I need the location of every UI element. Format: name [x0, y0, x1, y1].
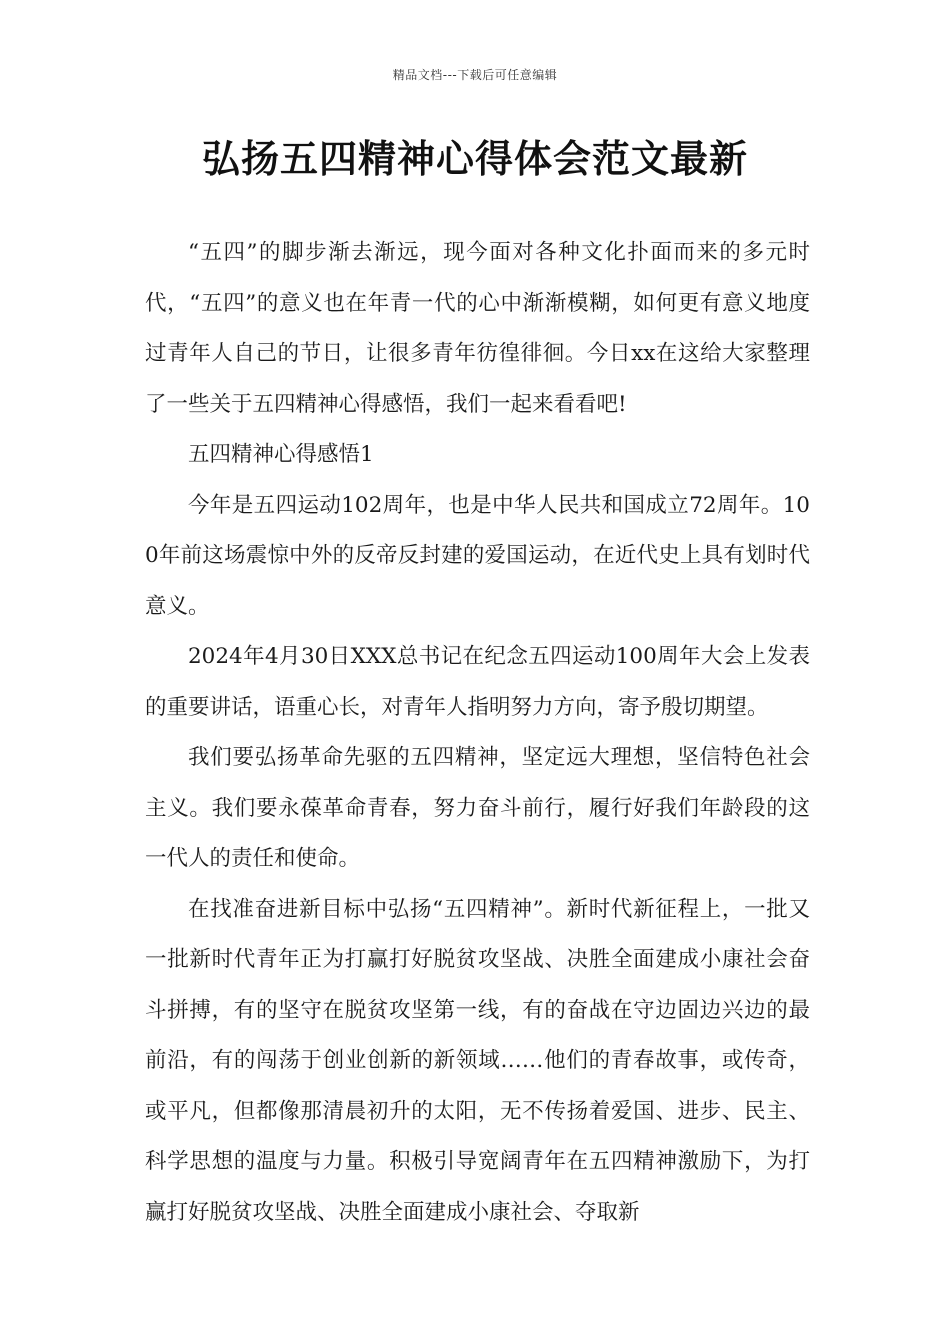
paragraph: 我们要弘扬革命先驱的五四精神，坚定远大理想，坚信特色社会主义。我们要永葆革命青春，努力奋斗前行，履行好我们年龄段的这一代人的责任和使命。	[145, 745, 810, 871]
paragraph-intro: “五四”的脚步渐去渐远，现今面对各种文化扑面而来的多元时代，“五四”的意义也在年青一代的心中渐渐模糊，如何更有意义地度过青年人自己的节日，让很多青年彷徨徘徊。今日xx在这给大家整理了一些关于五四精神心得感悟，我们一起来看看吧!	[145, 240, 810, 417]
paragraph: 今年是五四运动102周年，也是中华人民共和国成立72周年。100年前这场震惊中外的反帝反封建的爱国运动，在近代史上具有划时代意义。	[145, 492, 810, 619]
document-title: 弘扬五四精神心得体会范文最新	[201, 137, 748, 181]
paragraph: 2024年4月30日XXX总书记在纪念五四运动100周年大会上发表的重要讲话，语重心长，对青年人指明努力方向，寄予殷切期望。	[145, 644, 810, 720]
header-note: 精品文档---下载后可任意编辑	[392, 68, 558, 82]
section-heading: 五四精神心得感悟1	[188, 442, 374, 467]
paragraph: 在找准奋进新目标中弘扬“五四精神”。新时代新征程上，一批又一批新时代青年正为打赢打好脱贫攻坚战、决胜全面建成小康社会奋斗拼搏，有的坚守在脱贫攻坚第一线，有的奋战在守边固边兴边的最前沿，有的闯荡于创业创新的新领域……他们的青春故事，或传奇，或平凡，但都像那清晨初升的太阳，无不传扬着爱国、进步、民主、科学思想的温度与力量。积极引导宽阔青年在五四精神激励下，为打赢打好脱贫攻坚战、决胜全面建成小康社会、夺取新	[145, 896, 810, 1225]
document-body	[145, 228, 810, 1238]
